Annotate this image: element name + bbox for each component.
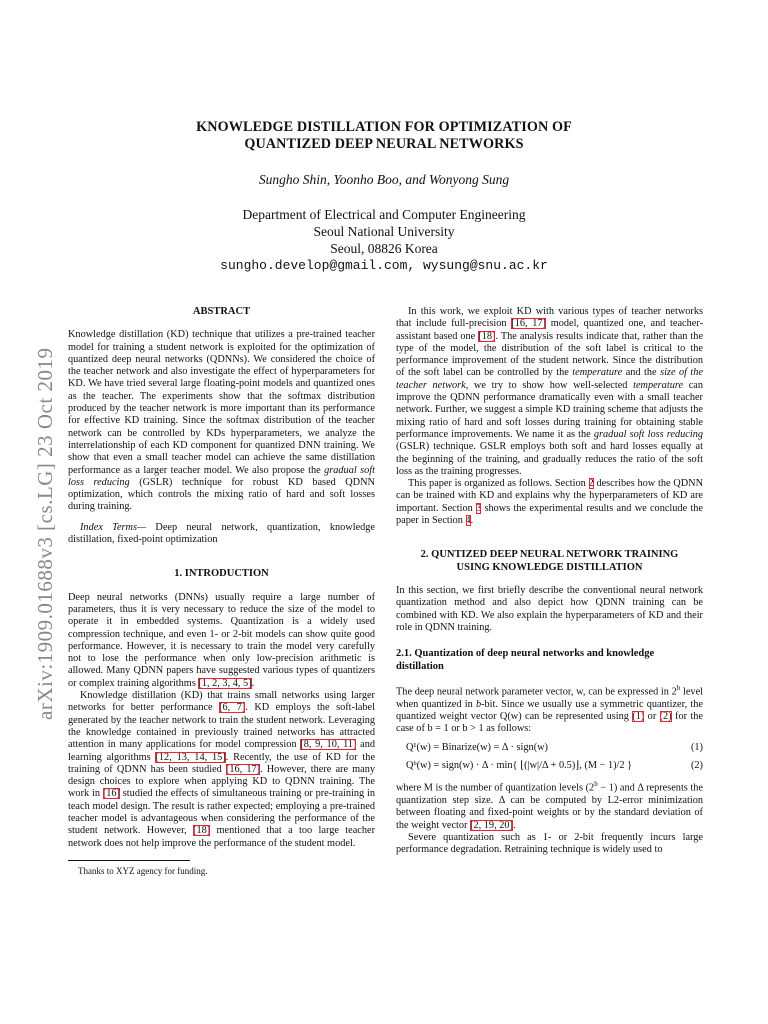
right-column bbox=[396, 306, 703, 857]
index-terms-label: Index Terms— bbox=[80, 521, 147, 533]
title-line-1: KNOWLEDGE DISTILLATION FOR OPTIMIZATION OF bbox=[196, 119, 572, 135]
affiliation-university: Seoul National University bbox=[313, 224, 455, 239]
citation-link[interactable]: [18] bbox=[193, 825, 211, 837]
intro-paragraph-3: In this work, we exploit KD with various types of teacher networks that include full-precision [16, 17] model, quantized one, and teacher-assistant based one [18]. The analysis results indicate that, rather than the type of the model, the distribution of the soft label is critical to the performance improvement of the student network. Since the distribution of the soft label can be controlled by the temperature and the size of the teacher network, we try to show how well-selected temperature can improve the QDNN performance dramatically even with a small teacher network. Further, we suggest a simple KD training scheme that adjusts the mixing ratio of hard and soft losses during training for obtaining stable performance improvements. We name it as the gradual soft loss reducing (GSLR) technique. GSLR employs both soft and hard losses equally at the beginning of the training, and gradually reduces the ratio of the soft loss as the training progresses. bbox=[396, 306, 704, 477]
citation-link[interactable]: [16] bbox=[102, 788, 120, 800]
paper-title bbox=[100, 119, 668, 153]
section-2-heading: 2. QUNTIZED DEEP NEURAL NETWORK TRAINING USING KNOWLEDGE DISTILLATION bbox=[420, 549, 679, 573]
equation-link[interactable]: (2) bbox=[659, 711, 672, 723]
section-link[interactable]: 3 bbox=[476, 502, 482, 514]
equation-2-number: (2) bbox=[690, 760, 703, 772]
equation-1-number: (1) bbox=[690, 741, 703, 753]
equation-link[interactable]: (1) bbox=[632, 711, 645, 723]
citation-link[interactable]: [18] bbox=[478, 330, 496, 342]
citation-link[interactable]: [2, 19, 20] bbox=[470, 819, 513, 831]
citation-link[interactable]: [12, 13, 14, 15] bbox=[155, 751, 226, 763]
author-emails[interactable]: sungho.develop@gmail.com, wysung@snu.ac.kr bbox=[220, 258, 548, 273]
left-column bbox=[68, 306, 375, 877]
affiliation bbox=[100, 206, 668, 274]
section-2-1-heading: 2.1. Quantization of deep neural networks and knowledge distillation bbox=[396, 648, 655, 672]
post-equation-paragraph: where M is the number of quantization levels (2$^b$ − 1) and Δ represents the quantization step size. Δ can be computed by L2-error minimization between floating and fixed-point weights or by the standard deviation of the weight vector [2, 19, 20]. bbox=[396, 780, 704, 831]
introduction-heading: 1. INTRODUCTION bbox=[174, 568, 269, 580]
citation-link[interactable]: [1, 2, 3, 4, 5] bbox=[198, 677, 252, 689]
citation-link[interactable]: [6, 7] bbox=[219, 702, 246, 714]
equation-2 bbox=[396, 760, 703, 772]
intro-paragraph-1: Deep neural networks (DNNs) usually require a large number of parameters, thus it is very necessary to reduce the size of the model to operate it in embedded systems. Quantization is a widely used compression technique, and even 1- or 2-bit models can show quite good performance. However, it is necessary to train the model very carefully not to lose the performance when only low-precision arithmetic is allowed. Many QDNN papers have suggested various types of quantizers or complex training algorithms [1, 2, 3, 4, 5]. bbox=[68, 591, 375, 689]
authors: Sungho Shin, Yoonho Boo, and Wonyong Sung bbox=[258, 172, 510, 187]
arxiv-identifier[interactable]: arXiv:1909.01688v3 [cs.LG] 23 Oct 2019 bbox=[33, 347, 57, 720]
index-terms: Index Terms— Deep neural network, quantization, knowledge distillation, fixed-point optimization bbox=[68, 521, 376, 546]
citation-link[interactable]: [8, 9, 10, 11] bbox=[300, 739, 357, 751]
abstract-heading: ABSTRACT bbox=[192, 306, 251, 317]
section-link[interactable]: 2 bbox=[588, 478, 594, 490]
intro-paragraph-4: This paper is organized as follows. Section 2 describes how the QDNN can be trained with KD and explains why the hyperparameters of KD are important. Section 3 shows the experimental results and we conclude the paper in Section 4. bbox=[396, 478, 704, 527]
footnote-rule bbox=[68, 860, 190, 861]
citation-link[interactable]: [16, 17] bbox=[511, 318, 546, 330]
section-2-paragraph: In this section, we first briefly describe the conventional neural network quantization method and also depict how QDNN training can be combined with KD. We also explain the hyperparameters of KD and their role in QDNN training. bbox=[396, 584, 703, 633]
intro-paragraph-2: Knowledge distillation (KD) that trains small networks using larger networks for better performance [6, 7]. KD employs the soft-label generated by the teacher network to train the student network. Leveraging the knowledge contained in previously trained networks has attracted attention in many applications for model compression [8, 9, 10, 11] and learning algorithms [12, 13, 14, 15]. Recently, the use of KD for the training of QDNN has been studied [16, 17]. However, there are many design choices to explore when applying KD to QDNN training. The work in [16] studied the effects of simultaneous training or pre-training in teach model design. The result is rather expected; employing a pre-trained teacher model is advantageous when considering the performance of the student network. However, [18] mentioned that a too large teacher network does not help improve the performance of the student model. bbox=[68, 690, 376, 849]
affiliation-dept: Department of Electrical and Computer Engineering bbox=[242, 207, 526, 222]
affiliation-city: Seoul, 08826 Korea bbox=[330, 241, 438, 256]
equation-1-body: Q¹(w) = Binarize(w) = Δ · sign(w) bbox=[406, 741, 548, 753]
title-line-2: QUANTIZED DEEP NEURAL NETWORKS bbox=[244, 136, 524, 152]
citation-link[interactable]: [16, 17] bbox=[225, 763, 261, 775]
closing-paragraph: Severe quantization such as 1- or 2-bit frequently incurs large performance degradation. Retraining technique is widely used to bbox=[396, 831, 703, 856]
footnote: Thanks to XYZ agency for funding. bbox=[78, 865, 208, 876]
section-link[interactable]: 4 bbox=[465, 515, 471, 527]
equation-1 bbox=[396, 742, 703, 754]
equation-2-body: Qᵇ(w) = sign(w) · Δ · min{ ⌊(|w|/Δ + 0.5)⌋, (M − 1)/2 } bbox=[406, 760, 633, 772]
section-2-1-paragraph: The deep neural network parameter vector, w, can be expressed in 2$^b$ level when quantized in b-bit. Since we usually use a symmetric quantizer, the quantized weight vector Q(w) can be represented using (1) or (2) for the case of b = 1 or b > 1 as follows: bbox=[396, 684, 703, 735]
abstract-text: Knowledge distillation (KD) technique that utilizes a pre-trained teacher model for training a student network is exploited for the optimization of quantized deep neural networks (QDNNs). We considered the choice of the teacher network and also investigate the effect of hyperparameters for KD. We have tried several large floating-point models and quantized ones as the teacher. The experiments show that the softmax distribution produced by the teacher network is more important than its performance for effective KD training. Since the softmax distribution of the teacher network can be controlled by KDs hyperparameters, we analyze the interrelationship of each KD component for quantized DNN training. We show that even a small teacher model can achieve the same distillation performance as a larger teacher model. We also propose the gradual soft loss reducing (GSLR) technique for robust KD based QDNN optimization, which controls the mixing ratio of hard and soft losses during training. bbox=[68, 329, 375, 513]
